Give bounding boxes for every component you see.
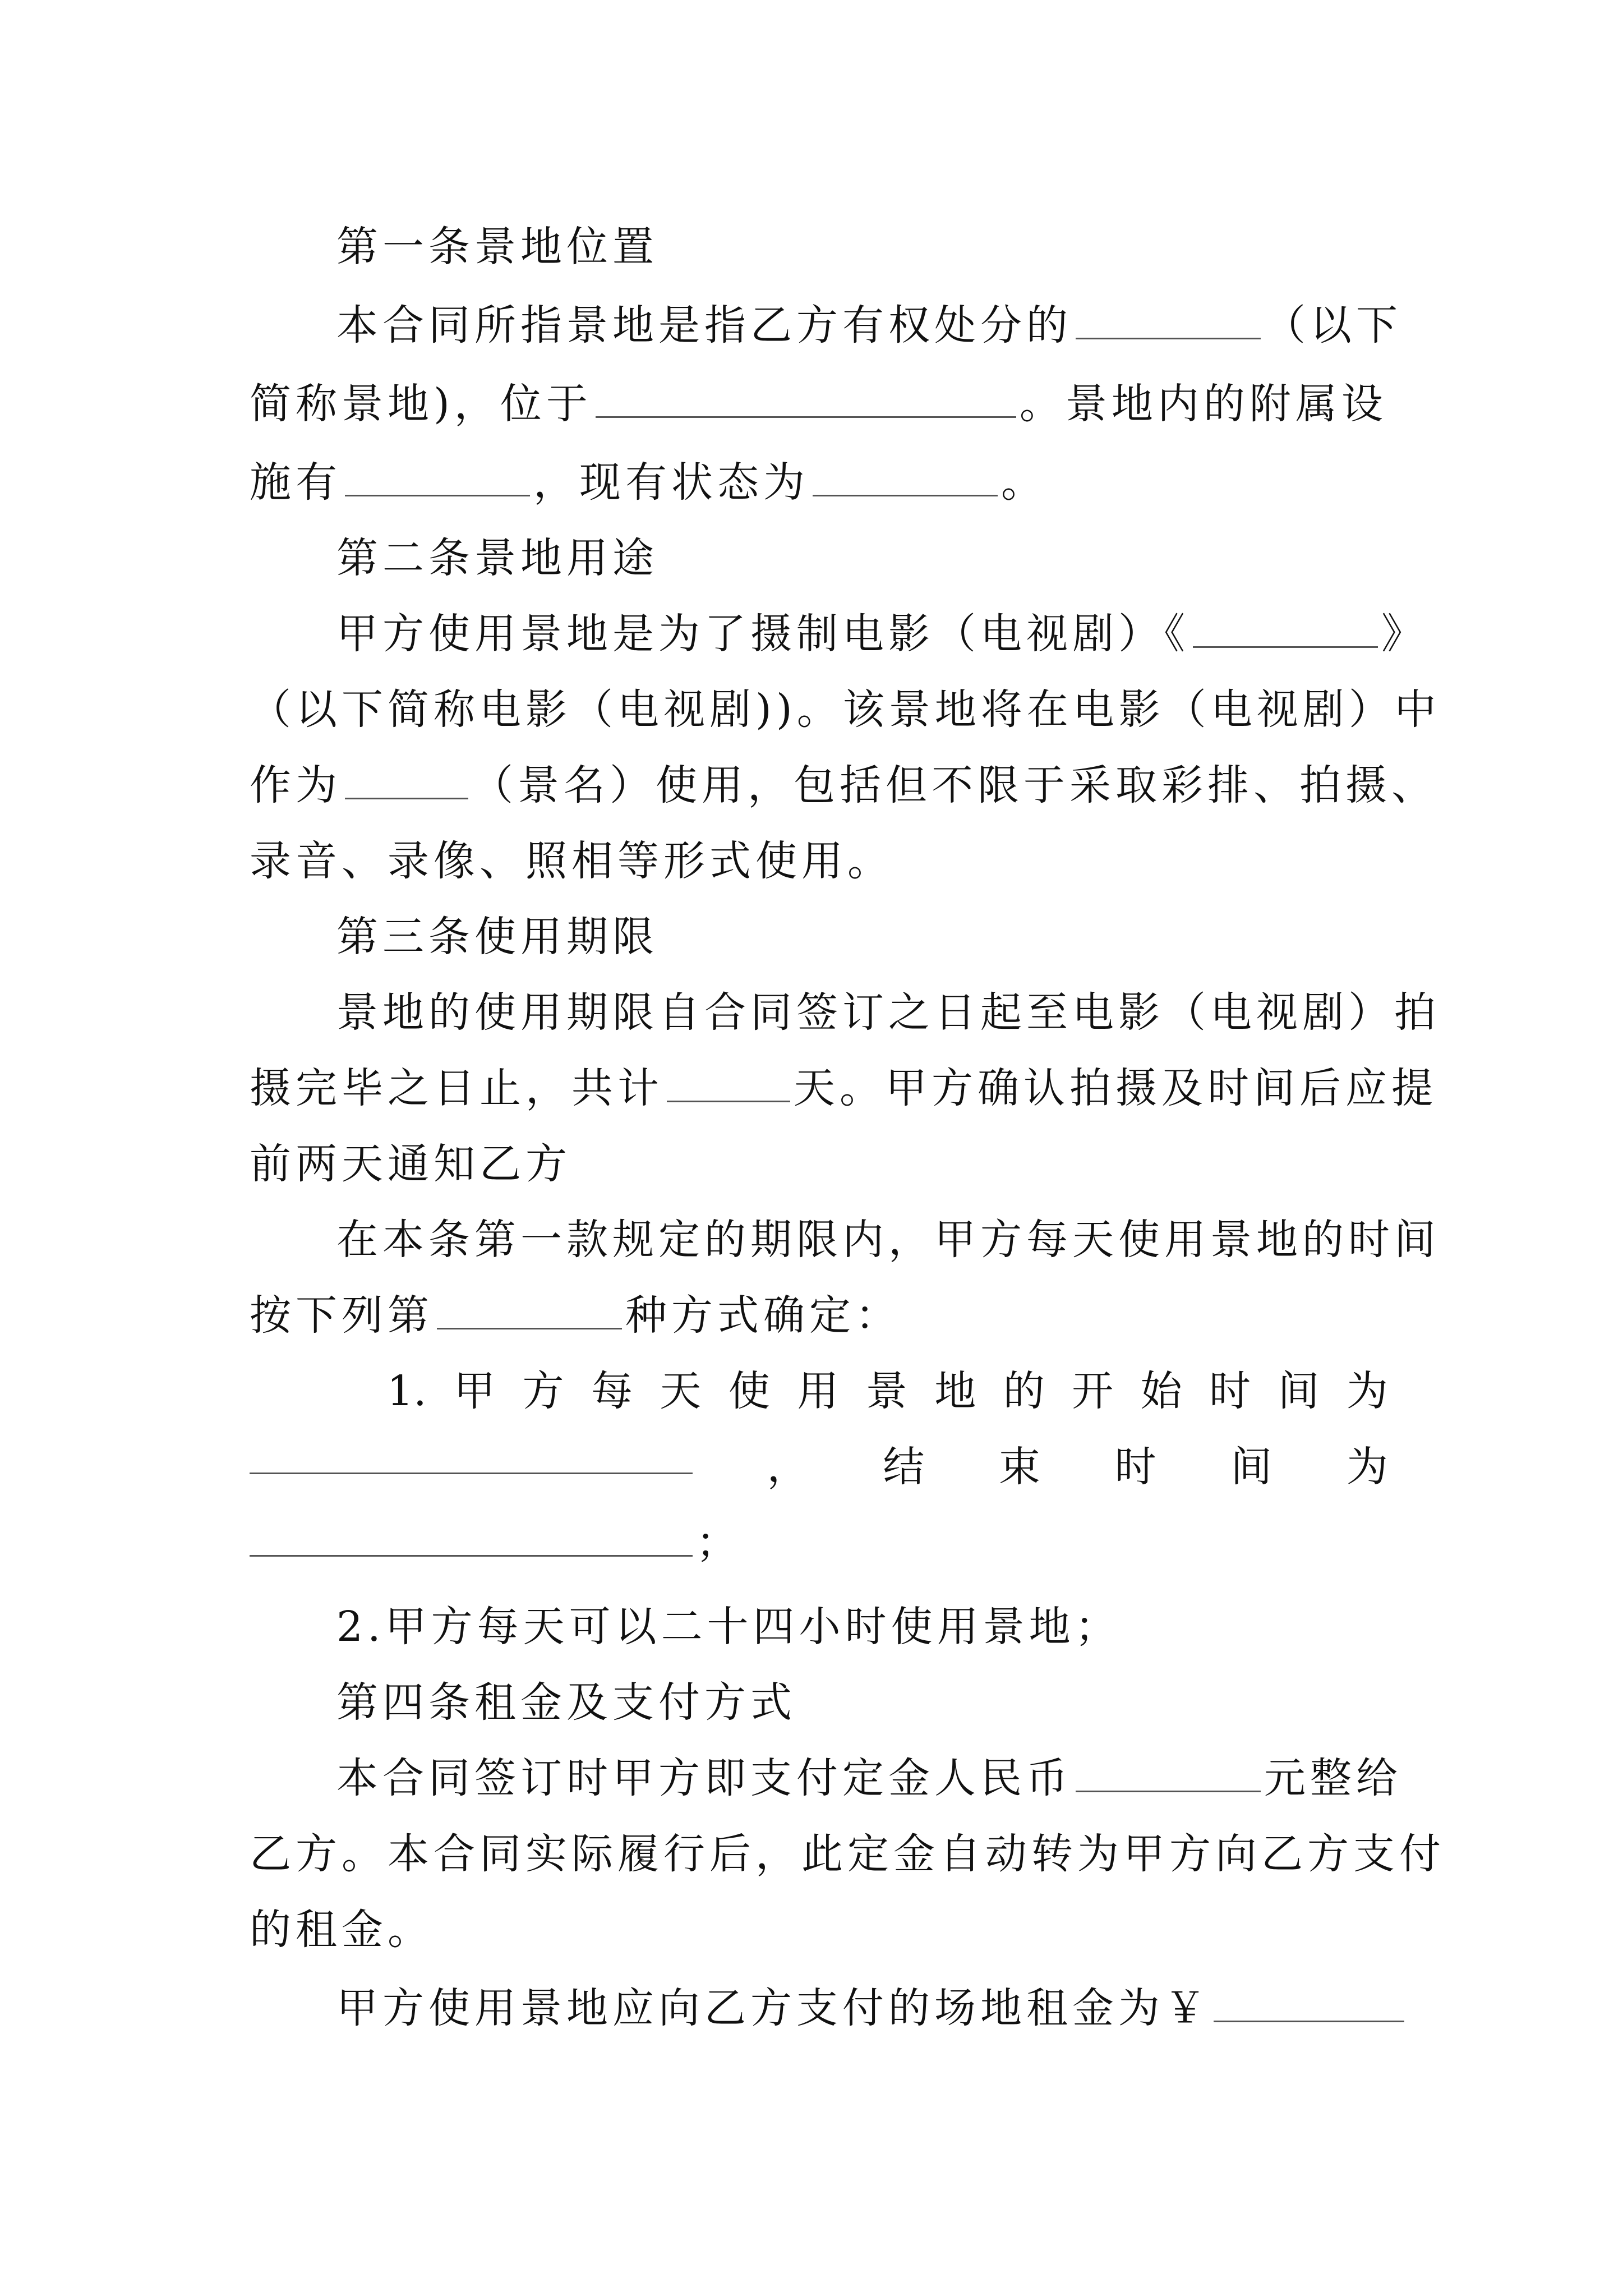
paragraph-line: 施有 ，现有状态为 。 xyxy=(250,443,1388,522)
fill-blank xyxy=(250,1428,693,1474)
fill-blank xyxy=(345,753,468,799)
fill-blank xyxy=(1076,1746,1261,1792)
paragraph-line: 甲方使用景地是为了摄制电影（电视剧）《 》 xyxy=(336,595,1388,673)
fill-blank xyxy=(437,1283,622,1329)
paragraph-line: （以下简称电影（电视剧))。该景地将在电影（电视剧）中 xyxy=(250,685,1441,734)
paragraph-line: 简称景地)，位于 。景地内的附属设 xyxy=(250,365,1388,443)
fill-blank xyxy=(1214,1976,1404,2022)
paragraph-line: 的租金。 xyxy=(250,1906,434,1954)
fill-blank xyxy=(250,1510,693,1557)
paragraph-line: 本合同所指景地是指乙方有权处分的 （以下 xyxy=(336,286,1388,365)
fill-blank xyxy=(813,450,998,496)
fill-blank xyxy=(667,1056,790,1102)
list-item-2: 2.甲方每天可以二十四小时使用景地； xyxy=(336,1603,1121,1651)
article-2-title: 第二条景地用途 xyxy=(336,534,658,582)
article-1-title: 第一条景地位置 xyxy=(336,223,658,271)
list-item-1-end: ； xyxy=(250,1503,1388,1582)
paragraph-line: 按下列第 种方式确定： xyxy=(250,1276,1388,1355)
paragraph-line: 前两天通知乙方 xyxy=(250,1140,571,1188)
paragraph-line: 景地的使用期限自合同签订之日起至电影（电视剧）拍 xyxy=(336,988,1440,1037)
list-item-1-cont: ， 结 束 时 间 为 xyxy=(250,1428,1388,1506)
paragraph-line: 甲方使用景地应向乙方支付的场地租金为￥ xyxy=(336,1969,1388,2047)
paragraph-line: 乙方。本合同实际履行后，此定金自动转为甲方向乙方支付 xyxy=(250,1830,1445,1878)
list-item-1: 1. 甲 方 每 天 使 用 景 地 的 开 始 时 间 为 xyxy=(387,1367,1388,1415)
fill-blank xyxy=(345,450,530,496)
paragraph-line: 在本条第一款规定的期限内，甲方每天使用景地的时间 xyxy=(336,1216,1440,1264)
article-3-title: 第三条使用期限 xyxy=(336,913,658,961)
paragraph-line: 摄完毕之日止，共计 天。甲方确认拍摄及时间后应提 xyxy=(250,1049,1388,1128)
paragraph-line: 作为 （景名）使用，包括但不限于采取彩排、拍摄、 xyxy=(250,746,1388,825)
paragraph-line: 本合同签订时甲方即支付定金人民币 元整给 xyxy=(336,1739,1388,1818)
paragraph-line: 录音、录像、照相等形式使用。 xyxy=(250,837,893,885)
fill-blank xyxy=(1076,293,1261,339)
fill-blank xyxy=(596,371,1016,418)
fill-blank xyxy=(1193,601,1378,648)
article-4-title: 第四条租金及支付方式 xyxy=(336,1678,796,1727)
